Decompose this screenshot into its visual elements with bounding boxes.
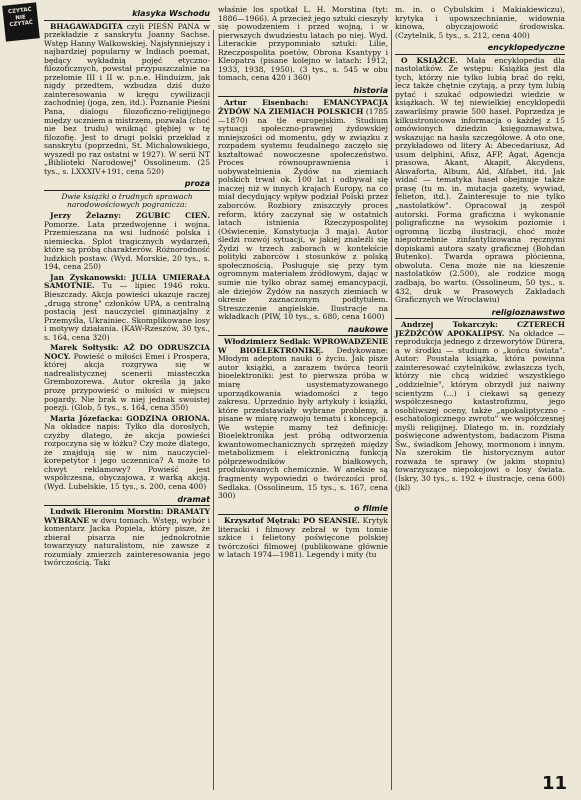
column-divider <box>213 30 214 790</box>
section-heading: o filmie <box>218 505 388 516</box>
review-item: Krzysztof Mętrak: PO SEANSIE. Krytyk literacki i filmowy zebrał w tym tomie szkice i felietony poświęcone polskiej twórczości filmowej (publikowane głównie w latach 1974—1981). Legendy i mity (tu <box>218 516 388 560</box>
review-item: O KSIĄŻCE. Mała encyklopedia dla nastolatków. Ze wstępu: Książka jest dla tych, którzy nie tylko lubią brać do ręki, lecz także chętnie czytają, a przy tym lubią pytać i szukać odpowiedzi wiedzie w książkach. W tej niewielkiej encyklopedii zawarliśmy prawie 500 haseł. Poprzedza je kilkustronicowa informacja o każdej z 15 omówionych dziedzin księgoznawstwa, wskazując na hasła szczegółowe. A oto one, przykładowo od litery A: Abecedariusz, Ad usum delphini, Afisz, AFP, Agat, Agencja prasowa, Akant, Akapit, Akcydens, Akwaforta, Album, Ald, Alfabet, itd. Jak widać — tematyka haseł obejmuje także prasę (tu m. in. mutacja gazety, wywiad, felieton, itd.). Zainteresuje to nie tylko „nastolatków". Opracował ją zespół autorski. Forma graficzna i wykonanie poligraficzne na wysokim poziomie i ogromną liczbą ilustracji, choć może niepotrzebnie zinfantylizowana ręcznymi dopiskami autora szaty graficznej (Bohdan Butenko). Twarda oprawa płócienna, obwoluta. Cena może nie na kieszenie nastolatków (2.500), ale rodzice mogą zadbają, bo warto. (Ossolineum, 50 tys., s. 432, druk w Prasowych Zakładach Graficznych we Wrocławiu) <box>395 55 566 305</box>
section-heading: naukowe <box>218 326 388 337</box>
review-item: Ludwik Hieronim Morstin: DRAMATY WYBRANE w dwu tomach. Wstęp, wybór i komentarz Jacka Popiela, który pisze, że zbierał pisarza nie jednokrotnie towarzyszy naturalistom, nie zawsze z rozumiały zmierzch zainteresowania jego twórczością. Taki <box>44 507 210 568</box>
column-logo <box>2 2 40 41</box>
column-2 <box>218 6 388 562</box>
review-item: Włodzimierz Sedlak: WPROWADZENIE W BIOELEKTRONIKĘ. Dedykowane: Młodym adeptom nauki o życiu. Jak pisze autor książki, a zarazem twórca teorii bioelektroniki: jest to pierwsza próba w miarę usystematyzowanego uporządkowania wiadomości z tego zakresu. Uprzednio były artykuły i książki, które przedstawiały wybrane problemy, a pisane w miarę rozwoju tematu i koncepcji. We wstępie mamy też definicję: Bioelektronika jest próbą odtworzenia kwantowomechanicznych sprzężeń między metabolizmem i elektroniczną funkcją półprzewodników białkowych, produkowanych chemicznie. W aneksie są fragmenty wypowiedzi o twórczości prof. Sedlaka. (Ossolineum, 15 tys., s. 167, cena 300) <box>218 337 388 501</box>
review-item: Artur Eisenbach: EMANCYPACJA ŻYDÓW NA ZIEMIACH POLSKICH (1785—1870) na tle europejskim. Studium sytuacji społeczno-prawnej żydowskiej mniejszości od momentu, gdy w związku z rozpadem systemu feudalnego zaczęło się kształtować nowoczesne społeczeństwo. Proces równouprawnienia i uobywatelnienia Żydów na ziemiach polskich trwał ok. 100 lat i odbywał się inaczej niż w innych krajach Europy, na co miał decydujący wpływ podział Polski przez zaborców. Rozbiory zniszczyły proces reform, który zaczynał się w ostatnich latach istnienia Rzeczypospolitej (Oświecenie, Konstytucja 3 maja). Autor śledzi rozwój sytuacji, w jakiej znaleźli się Żydzi w trzech zaborach w kontekście polityki zaborców i stosunków z polską społecznością. Posługuje się przy tym ogromnym materiałem źródłowym, dając w sumie nie tylko obraz samej emancypacji, ale dziejów Żydów na naszych ziemiach w okresie zaznaczonym podtytułem. Streszczenie angielskie. Ilustracje na wkładkach (PIW, 10 tys., s. 680, cena 1600) <box>218 98 389 322</box>
review-continuation: m. in. o Cybulskim i Makiakiewiczu), krytyka i upowszechnianie, widownia kinowa, obyczajowość środowiska. (Czytelnik, 5 tys., s. 212, cena 400) <box>395 5 565 40</box>
section-heading: proza <box>44 180 210 191</box>
logo-line-1: CZYTAĆ <box>7 6 32 16</box>
signature: (jkl) <box>395 482 411 492</box>
section-heading: religioznawstwo <box>395 309 565 320</box>
column-3 <box>395 6 565 494</box>
section-heading: historia <box>218 87 388 98</box>
review-item: BHAGAWADGITA czyli PIEŚŃ PANA w przekładzie z sanskrytu Joanny Sachse. Wstęp Hanny Walkowskiej. Najsłynniejszy i najbardziej popularny w Indiach poemat, będący wykładnią pojęć etyczno-filozoficznych, powstał przypuszczalnie na przełomie III i II w. p.n.e. Hinduizm, jak nigdy przedtem, wzbudza dziś dużo zainteresowania w kręgu cywilizacji zachodniej (joga, zen, itd.). Poznanie Pieśni Pana, dialogu filozoficzno-religijnego między uczniem a mistrzem, pozwala (choć nie bez trudu) wniknąć głębiej w tę filozofię. Jest to drugi polski przekład z sanskrytu (poprzedni, St. Michalowskiego, wyszedł po raz ostatni w 1927). W serii NT „Biblioteki Narodowej" Ossolineum. (25 tys., s. LXXXIV+191, cena 520) <box>44 21 210 176</box>
review-item: Andrzej Tokarczyk: CZTERECH JEŹDŹCÓW APOKALIPSY. Na okładce — reprodukcja jednego z drzeworytów Dürera, a w środku — studium o „końcu świata". Autor: Poustała książka, która powinna zainteresować czytelników, zwłaszcza tych, którzy nie chcą widzieć wszystkiego „oddzielnie", którym obrzydł już naiwny scientyzm (...) i ciekawi są genezy współczesnego katastrofizmu, jego osobliwszej oceny, także „apokaliptyczno - eschatologicznego zwrotu" we współczesnej myśli religijnej. Dlatego m. in. rozdziały poświęcone adwentystom, badaczom Pisma Św., świadkom Jehowy, mormonom i innym. Na szerokim tle historycznym autor rozważa te sprawy (w jakim stopniu) towarzyszące niepokojowi o losy świata. (Iskry, 30 tys., s. 192 + ilustracje, cena 600) (jkl) <box>395 320 565 492</box>
column-1 <box>44 6 210 570</box>
review-item: Maria Józefacka: GODZINA ORIONA. Na okładce napis: Tylko dla dorosłych, czyżby dlatego, że akcja powieści rozpoczyna się w łóżku? Czy może dlatego, że znajdują się w nim nauczyciel-korepetytor i jego uczennica? A może to chwyt reklamowy? Powieść jest współczesna, obyczajowa, z warką akcją. (Wyd. Lubelskie, 15 tys., s. 200, cena 400) <box>44 413 210 491</box>
section-heading: klasyka Wschodu <box>44 10 210 21</box>
review-item: Marek Sołtysik: AŻ DO ODRUSZCIA NOCY. Powieść o miłości Emei i Prospera, której akcja rozgrywa się w nadrealistycznej scenerii miasteczka Grembozorewa. Autor określa ją jako prozę przypowieść o miłości w miejscu pogardy. Nie brak w niej jednak swoistej poezji. (Glob, 5 tys., s. 164, cena 350) <box>44 343 210 413</box>
logo-line-2: NIE CZYTAĆ <box>9 13 34 29</box>
review-continuation: właśnie los spotkał L. H. Morstina (tyt: 1886—1966). A przecież jego sztuki cieszyły się powodzeniem i przed wojną, i w pierwszych dwudziestu latach po niej. Wyd. Literackie przypomniało sztuki: Lilie, Rzeczpospolita poetów, Obrona Ksantypy i Kleopatra (pisane kolejno w latach: 1912, 1933, 1938, 1950). (3 tys., s. 545 w obu tomach, cena 420 i 360) <box>218 5 388 83</box>
review-item: Jan Zyskanowski: JULIA UMIERAŁA SAMOTNIE. Tu — lipiec 1946 roku. Bieszczady. Akcja powieści ukazuje raczej „drugą stronę" członków UPA, a centralną postacią jest nauczyciel gimnazjalny z Przemyśla, Ukrainiec. Skomplikowane losy i motywy działania. (KAW-Rzeszów, 30 tys., s. 164, cena 320) <box>44 272 210 342</box>
section-intro: Dwie książki o trudnych sprawach narodowościowych pogranicza: <box>61 191 193 210</box>
review-item: Jerzy Żelazny: ZGUBIC CIEŃ. Pomorze. Lata przedwojenne i wojna. Przemieszana na wsi ludność polska i niemiecka. Splot tragicznych wydarzeń, które są próbą charakterów. Różnorodność ludzkich postaw. (Wyd. Morskie, 20 tys., s. 194, cena 250) <box>44 211 210 272</box>
column-divider <box>391 30 392 790</box>
section-heading: encyklopedyczne <box>395 44 565 55</box>
section-heading: dramat <box>44 496 210 507</box>
page-number: 11 <box>541 773 567 794</box>
